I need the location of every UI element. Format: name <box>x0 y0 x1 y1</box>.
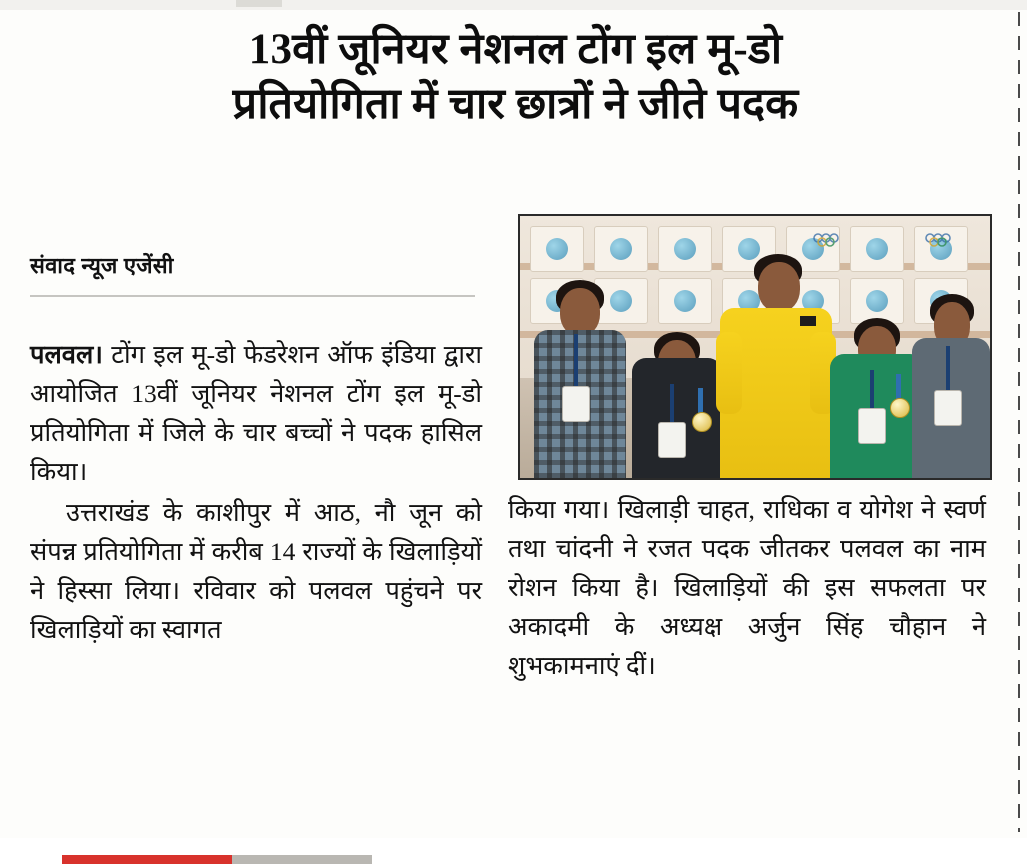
arm <box>716 332 742 414</box>
photo-person <box>716 246 836 478</box>
body-right-column <box>508 490 986 685</box>
id-badge <box>658 422 686 458</box>
paragraph-text: किया गया। खिलाड़ी चाहत, राधिका व योगेश ने स्वर्ण तथा चांदनी ने रजत पदक जीतकर पलवल का नाम रोशन किया है। खिलाड़ियों की इस सफलता पर अकादमी के अध्यक्ष अर्जुन सिंह चौहान ने शुभकामनाएं दीं। <box>508 495 986 680</box>
lanyard <box>870 370 874 410</box>
id-badge <box>562 386 590 422</box>
medal <box>890 398 910 418</box>
medal-ribbon <box>896 374 901 400</box>
article-photo <box>518 214 992 480</box>
id-badge <box>934 390 962 426</box>
dateline: पलवल। <box>30 340 103 369</box>
rings-icon <box>924 232 958 248</box>
photo-person <box>526 264 630 478</box>
body-left-column <box>30 335 482 649</box>
column-divider-rule <box>1018 12 1020 832</box>
paragraph <box>508 490 986 685</box>
scan-top-mark <box>236 0 282 7</box>
lanyard <box>946 346 950 392</box>
bottom-red-bar <box>62 855 232 864</box>
banner-card <box>850 226 904 272</box>
id-badge <box>858 408 886 444</box>
page-title <box>28 22 1003 132</box>
jersey-logo <box>800 316 816 326</box>
photo-person <box>912 272 990 478</box>
byline-divider <box>30 295 475 297</box>
medal <box>692 412 712 432</box>
lanyard <box>574 334 578 388</box>
headline-line-1: 13वीं जूनियर नेशनल टोंग इल मू-डो <box>248 26 783 73</box>
banner-card <box>658 226 712 272</box>
byline: संवाद न्यूज एजेंसी <box>30 253 174 278</box>
paragraph-text: उत्तराखंड के काशीपुर में आठ, नौ जून को संपन्न प्रतियोगिता में करीब 14 राज्यों के खिलाड़ियों ने हिस्सा लिया। रविवार को पलवल पहुंचने पर खिलाड़ियों का स्वागत <box>30 498 482 644</box>
lanyard <box>670 384 674 424</box>
photo-person <box>624 288 728 478</box>
face <box>758 262 800 312</box>
face <box>560 288 600 336</box>
paragraph <box>30 335 482 491</box>
medal-ribbon <box>698 388 703 414</box>
photo-scene <box>520 216 990 478</box>
headline-line-2: प्रतियोगिता में चार छात्रों ने जीते पदक <box>232 81 799 129</box>
paragraph-text: टोंग इल मू-डो फेडरेशन ऑफ इंडिया द्वारा आयोजित 13वीं जूनियर नेशनल टोंग इल मू-डो प्रतियोगिता में जिले के चार बच्चों ने पदक हासिल किया। <box>30 340 482 486</box>
bottom-grey-bar <box>232 855 372 864</box>
scan-top-edge <box>0 0 1027 10</box>
paragraph <box>30 493 482 649</box>
